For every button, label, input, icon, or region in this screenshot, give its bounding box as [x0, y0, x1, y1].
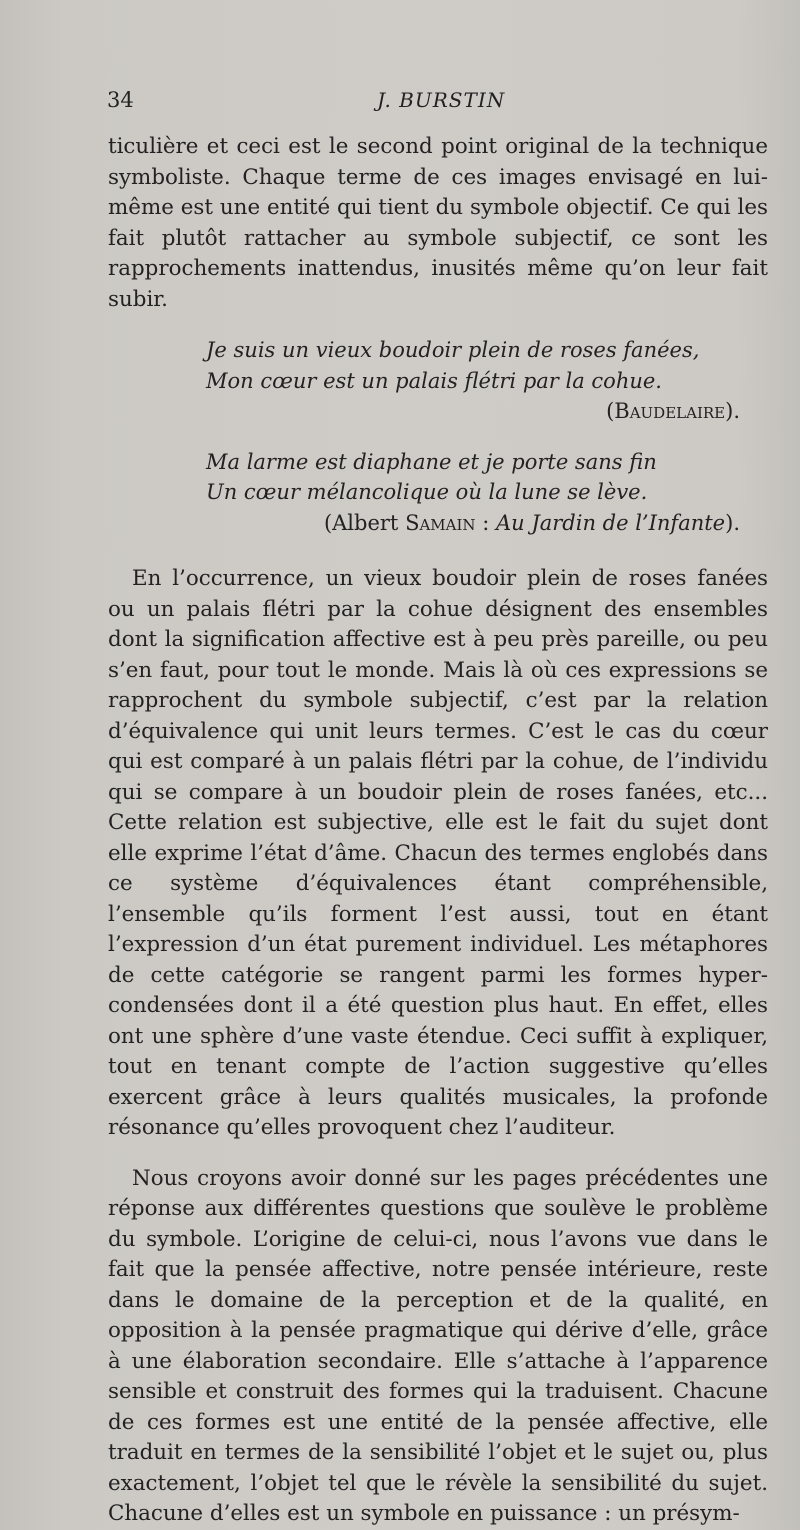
quote-attribution — [108, 508, 768, 539]
paragraph-continuation: ticulière et ceci est le second point original de la technique symboliste. Chaque terme de ces images envisagé en lui-même est une entité qui tient du symbole objectif. Ce qui les fait plutôt rattacher au symbole subjectif, ce sont les rapprochements inattendus, inusités même qu’on leur fait subir. — [108, 134, 768, 312]
running-head: J. BURSTIN — [377, 88, 506, 112]
quote-attribution — [108, 396, 768, 427]
attribution-close: ). — [725, 399, 740, 423]
attribution-open: ( — [606, 399, 615, 423]
attribution-work: Au Jardin de l’Infante — [495, 510, 726, 535]
attribution-separator: : — [475, 510, 496, 535]
quote-samain — [108, 447, 768, 539]
attribution-open: (Albert — [323, 510, 406, 535]
attribution-author: Samain — [405, 510, 476, 535]
verse-line: Je suis un vieux boudoir plein de roses fanées, — [206, 338, 700, 362]
page-header — [107, 88, 767, 118]
paragraph-conclusion: Nous croyons avoir donné sur les pages précédentes une réponse aux différentes questions que soulève le problème du symbole. L’origine de celui-ci, nous l’avons vue dans le fait que la pensée affective, notre pensée intérieure, reste dans le domaine de la perception et de la qualité, en opposition à la pensée pragmatique qui dérive d’elle, grâce à une élaboration secondaire. Elle s’attache à l’apparence sensible et construit des formes qui la traduisent. Chacune de ces formes est une entité de la pensée affective, elle traduit en termes de la sensibilité l’objet et le sujet ou, plus exactement, l’objet tel que le révèle la sensibilité du sujet. Chacune d’elles est un symbole en puissance : un présym- — [108, 1165, 768, 1526]
quote-baudelaire — [108, 335, 768, 427]
page-number: 34 — [107, 88, 134, 112]
verse-line: Mon cœur est un palais flétri par la cohue. — [206, 368, 662, 393]
attribution-close: ). — [725, 510, 740, 535]
attribution-author: Baudelaire — [614, 399, 726, 423]
page-body — [108, 132, 768, 1530]
verse-line: Ma larme est diaphane et je porte sans fin — [206, 449, 657, 474]
verse-line: Un cœur mélancolique où la lune se lève. — [206, 480, 648, 504]
paragraph-occurrence: En l’occurrence, un vieux boudoir plein de roses fanées ou un palais flétri par la cohue désignent des ensembles dont la signification affective est à peu près pareille, ou peu s’en faut, pour tout le monde. Mais là où ces expressions se rapprochent du symbole subjectif, c’est par la relation d’équivalence qui unit leurs termes. C’est le cas du cœur qui est comparé à un palais flétri par la cohue, de l’individu qui se compare à un boudoir plein de roses fanées, etc... Cette relation est subjective, elle est le fait du sujet dont elle exprime l’état d’âme. Chacun des termes englobés dans ce système d’équivalences étant compréhensible, l’ensemble qu’ils forment l’est aussi, tout en étant l’expression d’un état purement individuel. Les métaphores de cette catégorie se rangent parmi les formes hyper-condensées dont il a été question plus haut. En effet, elles ont une sphère d’une vaste étendue. Ceci suffit à expliquer, tout en tenant compte de l’action suggestive qu’elles exercent grâce à leurs qualités musicales, la profonde résonance qu’elles provoquent chez l’auditeur. — [108, 566, 768, 1140]
